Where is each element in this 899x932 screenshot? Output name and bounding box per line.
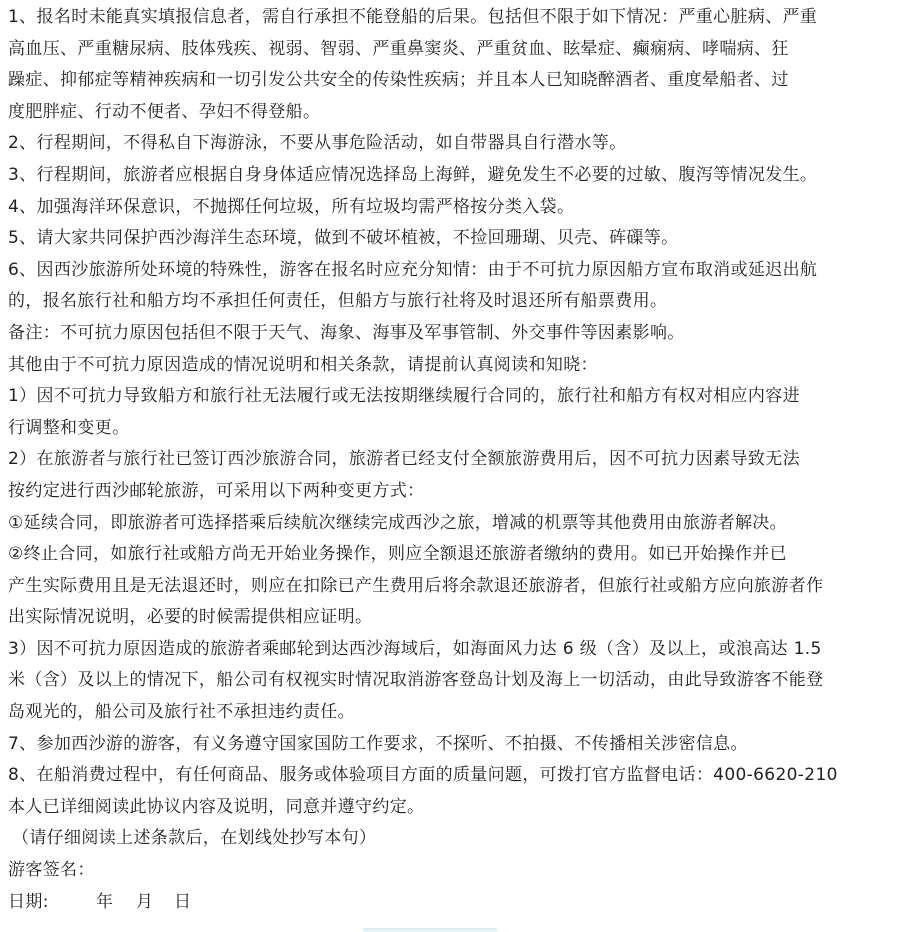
date-year-label: 年 xyxy=(96,891,114,912)
clause-3: 3、行程期间，旅游者应根据自身身体适应情况选择岛上海鲜，避免发生不必要的过敏、腹泻等情况发生。 xyxy=(8,164,818,185)
clause-2: 2、行程期间，不得私自下海游泳，不要从事危险活动，如自带器具自行潜水等。 xyxy=(8,133,627,154)
force-majeure-1-line-2: 行调整和变更。 xyxy=(8,417,130,438)
date-month-label: 月 xyxy=(136,891,154,912)
force-majeure-2-line-1: 2）在旅游者与旅行社已签订西沙旅游合同，旅游者已经支付全额旅游费用后，因不可抗力因素导致无法 xyxy=(8,449,800,470)
option-terminate-line-1: ②终止合同，如旅行社或船方尚无开始业务操作，则应全额退还旅游者缴纳的费用。如已开始操作并已 xyxy=(8,544,787,565)
clause-8: 8、在船消费过程中，有任何商品、服务或体验项目方面的质量问题，可拨打官方监督电话：400-6620-210 xyxy=(8,765,838,786)
force-majeure-3-line-1: 3）因不可抗力原因造成的旅游者乘邮轮到达西沙海域后，如海面风力达 6 级（含）及以上，或浪高达 1.5 xyxy=(8,638,822,659)
clause-1-line-4: 度肥胖症、行动不便者、孕妇不得登船。 xyxy=(8,101,321,122)
date-line xyxy=(8,887,880,919)
force-majeure-1-line-1: 1）因不可抗力导致船方和旅行社无法履行或无法按期继续履行合同的，旅行社和船方有权对相应内容进 xyxy=(8,386,800,407)
force-majeure-intro: 其他由于不可抗力原因造成的情况说明和相关条款，请提前认真阅读和知晓： xyxy=(8,354,598,375)
clause-6-line-1: 6、因西沙旅游所处环境的特殊性，游客在报名时应充分知情：由于不可抗力原因船方宣布取消或延迟出航 xyxy=(8,259,818,280)
option-terminate-line-2: 产生实际费用且是无法退还时，则应在扣除已产生费用后将余款退还旅游者，但旅行社或船方应向旅游者作 xyxy=(8,575,824,596)
clause-5: 5、请大家共同保护西沙海洋生态环境，做到不破坏植被，不捡回珊瑚、贝壳、砗磲等。 xyxy=(8,228,679,249)
clause-1-line-2: 高血压、严重糖尿病、肢体残疾、视弱、智弱、严重鼻窦炎、严重贫血、眩晕症、癫痫病、哮喘病、狂 xyxy=(8,38,789,59)
force-majeure-3-line-3: 岛观光的，船公司及旅行社不承担违约责任。 xyxy=(8,702,355,723)
signature-label: 游客签名： xyxy=(8,860,95,881)
date-day-label: 日 xyxy=(174,891,192,912)
clause-7: 7、参加西沙游的游客，有义务遵守国家国防工作要求，不探听、不拍摄、不传播相关涉密信息。 xyxy=(8,733,748,754)
clause-4: 4、加强海洋环保意识，不抛掷任何垃圾，所有垃圾均需严格按分类入袋。 xyxy=(8,196,575,217)
force-majeure-3-line-2: 米（含）及以上的情况下，船公司有权视实时情况取消游客登岛计划及海上一切活动，由此导致游客不能登 xyxy=(8,670,824,691)
bottom-action-bar-edge xyxy=(363,928,497,932)
clause-1-line-1: 1、报名时未能真实填报信息者，需自行承担不能登船的后果。包括但不限于如下情况：严重心脏病、严重 xyxy=(8,7,818,27)
clause-6-line-2: 的，报名旅行社和船方均不承担任何责任，但船方与旅行社将及时退还所有船票费用。 xyxy=(8,291,668,312)
force-majeure-2-line-2: 按约定进行西沙邮轮旅游，可采用以下两种变更方式： xyxy=(8,480,425,501)
date-label: 日期: xyxy=(8,891,49,912)
copy-instruction: （请仔细阅读上述条款后，在划线处抄写本句） xyxy=(12,828,377,849)
option-terminate-line-3: 出实际情况说明，必要的时候需提供相应证明。 xyxy=(8,607,373,628)
note-line: 备注：不可抗力原因包括但不限于天气、海象、海事及军事管制、外交事件等因素影响。 xyxy=(8,322,685,343)
acknowledgement: 本人已详细阅读此协议内容及说明，同意并遵守约定。 xyxy=(8,796,425,817)
clause-1-line-3: 躁症、抑郁症等精神疾病和一切引发公共安全的传染性疾病；并且本人已知晓醉酒者、重度晕船者、过 xyxy=(8,70,789,91)
option-extend-contract: ①延续合同，即旅游者可选择搭乘后续航次继续完成西沙之旅，增减的机票等其他费用由旅游者解决。 xyxy=(8,512,787,533)
agreement-document xyxy=(8,2,880,918)
